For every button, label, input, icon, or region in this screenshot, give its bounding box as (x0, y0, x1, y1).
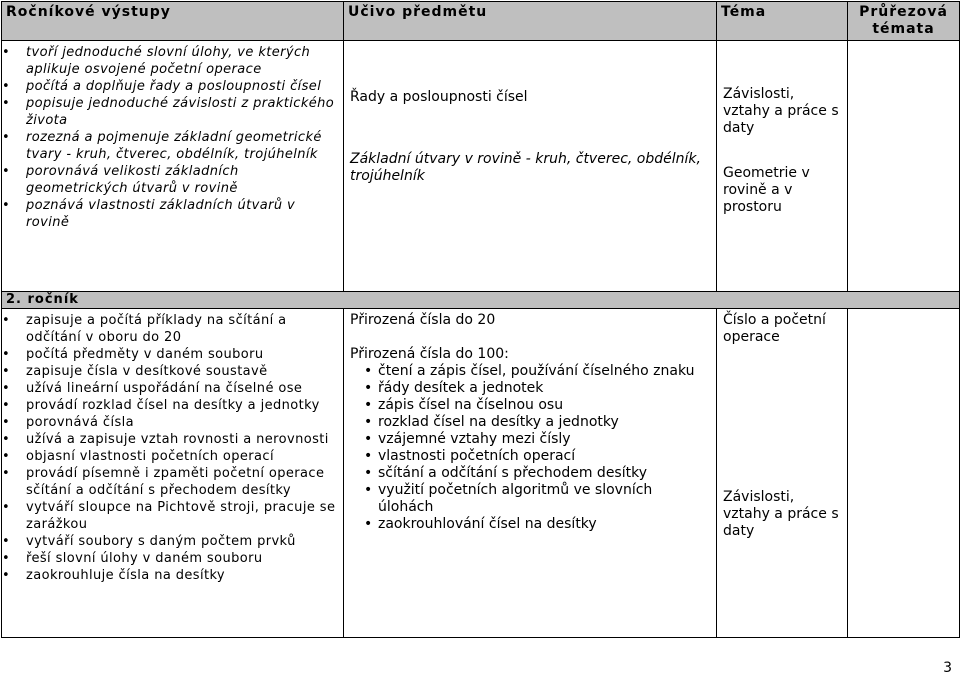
page-number: 3 (943, 660, 952, 676)
list-item: • porovnává velikosti základních geometrických útvarů v rovině (0, 163, 337, 197)
list-item: • vlastnosti početních operací (352, 448, 710, 465)
block2-cross-topics (848, 309, 960, 638)
curriculum-table (1, 1, 960, 638)
list-item: • zapisuje a počítá příklady na sčítání a odčítání v oboru do 20 (0, 312, 337, 346)
block2-row (2, 309, 960, 638)
block2-topic (717, 309, 848, 638)
list-item: • popisuje jednoduché závislosti z praktického života (0, 95, 337, 129)
header-content: Učivo předmětu (344, 2, 717, 41)
topic-line: Číslo a početní operace (723, 312, 826, 345)
list-item: • tvoří jednoduché slovní úlohy, ve kterých aplikuje osvojené početní operace (0, 44, 337, 78)
topic-line: Geometrie v rovině a v prostoru (723, 165, 810, 215)
list-item: • sčítání a odčítání s přechodem desítky (352, 465, 710, 482)
list-item: • vytváří soubory s daným počtem prvků (0, 533, 337, 550)
content-line: Přirozená čísla do 20 (350, 312, 496, 328)
header-cross-topics: Průřezová témata (848, 2, 960, 41)
list-item: • vytváří sloupce na Pichtově stroji, pracuje se zarážkou (0, 499, 337, 533)
list-item: • zapisuje čísla v desítkové soustavě (0, 363, 337, 380)
list-item: • zápis čísel na číselnou osu (352, 397, 710, 414)
block1-topic (717, 41, 848, 292)
section-row (2, 292, 960, 309)
list-item: • využití početních algoritmů ve slovních úlohách (352, 482, 710, 516)
list-item: • rozezná a pojmenuje základní geometrické tvary - kruh, čtverec, obdélník, trojúhelník (0, 129, 337, 163)
grade-heading: 2. ročník (2, 292, 960, 309)
list-item: • zaokrouhlování čísel na desítky (352, 516, 710, 533)
list-item: • provádí písemně i zpaměti početní operace sčítání a odčítání s přechodem desítky (0, 465, 337, 499)
list-item: • užívá lineární uspořádání na číselné ose (0, 380, 337, 397)
list-item: • vzájemné vztahy mezi čísly (352, 431, 710, 448)
content-line: Základní útvary v rovině - kruh, čtverec, obdélník, trojúhelník (350, 151, 701, 184)
block1-content (344, 41, 717, 292)
topic-line: Závislosti, vztahy a práce s daty (723, 489, 839, 539)
list-item: • rozklad čísel na desítky a jednotky (352, 414, 710, 431)
list-item: • užívá a zapisuje vztah rovnosti a nerovnosti (0, 431, 337, 448)
list-item: • řeší slovní úlohy v daném souboru (0, 550, 337, 567)
list-item: • porovnává čísla (0, 414, 337, 431)
content-heading: Přirozená čísla do 100: (350, 346, 509, 362)
list-item: • počítá a doplňuje řady a posloupnosti čísel (0, 78, 337, 95)
block1-row (2, 41, 960, 292)
header-topic: Téma (717, 2, 848, 41)
list-item: • řády desítek a jednotek (352, 380, 710, 397)
block2-outcomes (2, 309, 344, 638)
list-item: • provádí rozklad čísel na desítky a jednotky (0, 397, 337, 414)
header-row (2, 2, 960, 41)
block1-cross-topics (848, 41, 960, 292)
list-item: • čtení a zápis čísel, používání číselného znaku (352, 363, 710, 380)
list-item: • počítá předměty v daném souboru (0, 346, 337, 363)
list-item: • objasní vlastnosti početních operací (0, 448, 337, 465)
header-outcomes: Ročníkové výstupy (2, 2, 344, 41)
topic-line: Závislosti, vztahy a práce s daty (723, 86, 839, 136)
block2-content (344, 309, 717, 638)
content-line: Řady a posloupnosti čísel (350, 89, 528, 105)
list-item: • zaokrouhluje čísla na desítky (0, 567, 337, 584)
list-item: • poznává vlastnosti základních útvarů v rovině (0, 197, 337, 231)
block1-outcomes (2, 41, 344, 292)
